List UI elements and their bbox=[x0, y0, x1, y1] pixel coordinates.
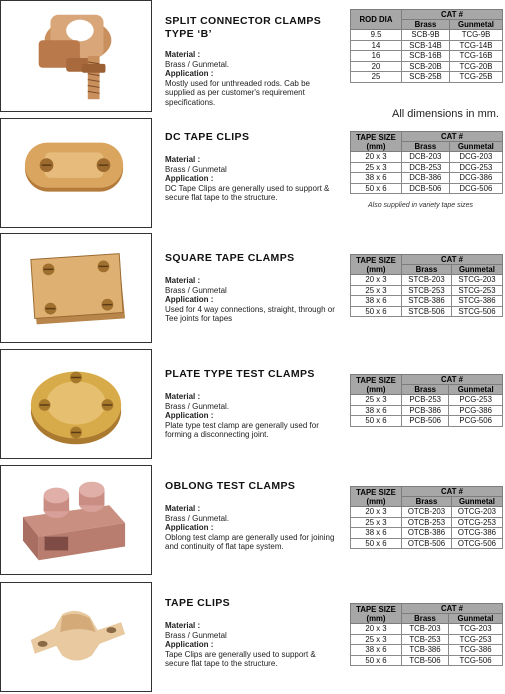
material-value: Brass / Gunmetal. bbox=[165, 59, 230, 69]
table-body bbox=[351, 275, 503, 317]
table-row bbox=[351, 624, 503, 635]
gunmetal-cat-cell: STCG-506 bbox=[451, 306, 502, 317]
gunmetal-cat-cell: PCG-253 bbox=[449, 395, 503, 406]
size-header: TAPE SIZE (mm) bbox=[351, 604, 402, 624]
gunmetal-header: Gunmetal bbox=[449, 385, 503, 395]
application-label: Application : bbox=[165, 640, 214, 650]
product-description bbox=[165, 392, 340, 440]
brass-cat-cell: OTCB-253 bbox=[402, 517, 452, 528]
brass-cat-cell: SCB-9B bbox=[402, 30, 450, 41]
size-cell: 25 x 3 bbox=[351, 634, 402, 645]
table-body bbox=[351, 507, 503, 549]
plate-test-clamp-image bbox=[1, 350, 151, 458]
size-cell: 25 bbox=[351, 72, 402, 83]
size-cell: 38 x 6 bbox=[351, 645, 402, 656]
size-cell: 16 bbox=[351, 51, 402, 62]
application-label: Application : bbox=[165, 523, 214, 533]
brass-header: Brass bbox=[402, 265, 452, 275]
table-row bbox=[351, 40, 503, 51]
brass-cat-cell: PCB-506 bbox=[402, 416, 449, 427]
brass-cat-cell: PCB-253 bbox=[402, 395, 449, 406]
size-cell: 20 x 3 bbox=[351, 275, 402, 286]
size-header: TAPE SIZE (mm) bbox=[351, 255, 402, 275]
tape-clip-image bbox=[1, 583, 151, 691]
brass-cat-cell: PCB-386 bbox=[402, 405, 449, 416]
size-cell: 38 x 6 bbox=[351, 528, 402, 539]
material-value: Brass / Gunmetal. bbox=[165, 401, 230, 411]
gunmetal-cat-cell: STCG-253 bbox=[451, 285, 502, 296]
material-value: Brass / Gunmetal. bbox=[165, 513, 230, 523]
application-value: DC Tape Clips are generally used to support & secure flat tape to the structure. bbox=[165, 183, 330, 203]
size-cell: 38 x 6 bbox=[351, 405, 402, 416]
size-cell: 50 x 6 bbox=[351, 183, 402, 194]
square-tape-clamp-image bbox=[1, 234, 151, 342]
application-value: Tape Clips are generally used to support & secure flat tape to the structure. bbox=[165, 649, 316, 669]
gunmetal-cat-cell: TCG-16B bbox=[450, 51, 503, 62]
application-value: Oblong test clamp are generally used for joining and continuity of flat tape system. bbox=[165, 532, 335, 552]
product-title bbox=[165, 252, 295, 265]
brass-cat-cell: STCB-203 bbox=[402, 275, 452, 286]
application-value: Used for 4 way connections, straight, through or Tee joints for tapes bbox=[165, 304, 335, 324]
material-value: Brass / Gunmetal bbox=[165, 630, 227, 640]
brass-header: Brass bbox=[402, 385, 449, 395]
product-title bbox=[165, 368, 315, 381]
product-description bbox=[165, 621, 340, 669]
brass-cat-cell: DCB-506 bbox=[402, 183, 450, 194]
gunmetal-cat-cell: TCG-20B bbox=[450, 61, 503, 72]
table-row bbox=[351, 528, 503, 539]
cat-header: CAT # bbox=[402, 132, 503, 142]
title-line: PLATE TYPE TEST CLAMPS bbox=[165, 368, 315, 380]
size-cell: 14 bbox=[351, 40, 402, 51]
brass-cat-cell: STCB-386 bbox=[402, 296, 452, 307]
oblong-test-clamp-image bbox=[1, 466, 151, 574]
gunmetal-cat-cell: STCG-386 bbox=[451, 296, 502, 307]
table-row bbox=[351, 507, 503, 518]
catalog-table bbox=[350, 9, 503, 83]
oblong-test-clamp-photo bbox=[0, 465, 152, 575]
table-body bbox=[351, 624, 503, 666]
material-label: Material : bbox=[165, 392, 201, 401]
gunmetal-cat-cell: TCG-386 bbox=[449, 645, 503, 656]
table-row bbox=[351, 285, 503, 296]
product-title bbox=[165, 15, 321, 41]
table-row bbox=[351, 72, 503, 83]
size-cell: 20 bbox=[351, 61, 402, 72]
size-cell: 25 x 3 bbox=[351, 285, 402, 296]
brass-header: Brass bbox=[402, 614, 449, 624]
size-cell: 50 x 6 bbox=[351, 416, 402, 427]
catalog-table bbox=[350, 603, 503, 666]
brass-cat-cell: OTCB-506 bbox=[402, 538, 452, 549]
title-line: TAPE CLIPS bbox=[165, 597, 231, 609]
cat-header: CAT # bbox=[402, 10, 503, 20]
size-header: TAPE SIZE (mm) bbox=[351, 132, 402, 152]
gunmetal-cat-cell: DCG-506 bbox=[449, 183, 502, 194]
gunmetal-header: Gunmetal bbox=[450, 20, 503, 30]
gunmetal-header: Gunmetal bbox=[449, 142, 502, 152]
title-line: SQUARE TAPE CLAMPS bbox=[165, 252, 295, 264]
brass-cat-cell: STCB-506 bbox=[402, 306, 452, 317]
application-label: Application : bbox=[165, 174, 214, 184]
gunmetal-cat-cell: OTCG-203 bbox=[451, 507, 502, 518]
table-row bbox=[351, 162, 503, 173]
product-title bbox=[165, 480, 295, 493]
table-row bbox=[351, 152, 503, 163]
split-connector-clamp-image bbox=[1, 1, 151, 111]
title-line: OBLONG TEST CLAMPS bbox=[165, 480, 296, 492]
table-row bbox=[351, 395, 503, 406]
table-row bbox=[351, 183, 503, 194]
title-line: SPLIT CONNECTOR CLAMPS bbox=[165, 15, 322, 27]
brass-cat-cell: TCB-253 bbox=[402, 634, 449, 645]
variety-sizes-note: Also supplied in variety tape sizes bbox=[368, 202, 474, 209]
size-cell: 50 x 6 bbox=[351, 306, 402, 317]
size-cell: 25 x 3 bbox=[351, 517, 402, 528]
cat-header: CAT # bbox=[402, 255, 503, 265]
table-row bbox=[351, 538, 503, 549]
product-description bbox=[165, 504, 340, 552]
dc-tape-clip-image bbox=[1, 119, 151, 227]
table-row bbox=[351, 655, 503, 666]
table-row bbox=[351, 61, 503, 72]
brass-header: Brass bbox=[402, 20, 450, 30]
gunmetal-cat-cell: TCG-9B bbox=[450, 30, 503, 41]
gunmetal-cat-cell: PCG-506 bbox=[449, 416, 503, 427]
table-row bbox=[351, 30, 503, 41]
table-body bbox=[351, 395, 503, 427]
size-cell: 20 x 3 bbox=[351, 624, 402, 635]
application-label: Application : bbox=[165, 69, 214, 79]
title-line: TYPE ‘B’ bbox=[165, 28, 212, 40]
size-cell: 38 x 6 bbox=[351, 173, 402, 184]
product-description bbox=[165, 276, 340, 324]
brass-cat-cell: TCB-386 bbox=[402, 645, 449, 656]
tape-clip-photo bbox=[0, 582, 152, 692]
table-row bbox=[351, 517, 503, 528]
brass-cat-cell: SCB-16B bbox=[402, 51, 450, 62]
product-description bbox=[165, 155, 340, 203]
brass-cat-cell: SCB-14B bbox=[402, 40, 450, 51]
catalog-table bbox=[350, 254, 503, 317]
brass-cat-cell: OTCB-203 bbox=[402, 507, 452, 518]
material-label: Material : bbox=[165, 155, 201, 164]
table-row bbox=[351, 51, 503, 62]
brass-cat-cell: DCB-386 bbox=[402, 173, 450, 184]
gunmetal-header: Gunmetal bbox=[451, 497, 502, 507]
product-description bbox=[165, 50, 340, 108]
material-label: Material : bbox=[165, 621, 201, 630]
application-label: Application : bbox=[165, 411, 214, 421]
gunmetal-cat-cell: TCG-14B bbox=[450, 40, 503, 51]
brass-cat-cell: DCB-253 bbox=[402, 162, 450, 173]
table-row bbox=[351, 296, 503, 307]
brass-cat-cell: OTCB-386 bbox=[402, 528, 452, 539]
brass-cat-cell: STCB-253 bbox=[402, 285, 452, 296]
table-row bbox=[351, 173, 503, 184]
gunmetal-cat-cell: STCG-203 bbox=[451, 275, 502, 286]
size-cell: 38 x 6 bbox=[351, 296, 402, 307]
table-body bbox=[351, 152, 503, 194]
material-value: Brass / Gunmetal bbox=[165, 285, 227, 295]
square-tape-clamp-photo bbox=[0, 233, 152, 343]
gunmetal-cat-cell: DCG-203 bbox=[449, 152, 502, 163]
gunmetal-cat-cell: PCG-386 bbox=[449, 405, 503, 416]
material-label: Material : bbox=[165, 50, 201, 59]
table-body bbox=[351, 30, 503, 83]
plate-test-clamp-photo bbox=[0, 349, 152, 459]
gunmetal-cat-cell: OTCG-253 bbox=[451, 517, 502, 528]
gunmetal-cat-cell: DCG-386 bbox=[449, 173, 502, 184]
brass-header: Brass bbox=[402, 497, 452, 507]
split-connector-clamp-photo bbox=[0, 0, 152, 112]
gunmetal-cat-cell: OTCG-386 bbox=[451, 528, 502, 539]
application-label: Application : bbox=[165, 295, 214, 305]
dimensions-note: All dimensions in mm. bbox=[392, 108, 499, 120]
dc-tape-clip-photo bbox=[0, 118, 152, 228]
size-cell: 20 x 3 bbox=[351, 152, 402, 163]
brass-header: Brass bbox=[402, 142, 450, 152]
brass-cat-cell: SCB-20B bbox=[402, 61, 450, 72]
material-label: Material : bbox=[165, 276, 201, 285]
cat-header: CAT # bbox=[402, 375, 503, 385]
title-line: DC TAPE CLIPS bbox=[165, 131, 250, 143]
brass-cat-cell: DCB-203 bbox=[402, 152, 450, 163]
gunmetal-cat-cell: TCG-253 bbox=[449, 634, 503, 645]
product-title bbox=[165, 131, 249, 144]
gunmetal-header: Gunmetal bbox=[451, 265, 502, 275]
cat-header: CAT # bbox=[402, 604, 503, 614]
table-row bbox=[351, 645, 503, 656]
brass-cat-cell: TCB-203 bbox=[402, 624, 449, 635]
table-row bbox=[351, 416, 503, 427]
material-value: Brass / Gunmetal bbox=[165, 164, 227, 174]
catalog-table bbox=[350, 131, 503, 194]
brass-cat-cell: TCB-506 bbox=[402, 655, 449, 666]
brass-cat-cell: SCB-25B bbox=[402, 72, 450, 83]
table-row bbox=[351, 275, 503, 286]
table-row bbox=[351, 634, 503, 645]
size-cell: 25 x 3 bbox=[351, 162, 402, 173]
table-row bbox=[351, 306, 503, 317]
size-header: TAPE SIZE (mm) bbox=[351, 487, 402, 507]
material-label: Material : bbox=[165, 504, 201, 513]
catalog-table bbox=[350, 374, 503, 427]
size-header: ROD DIA bbox=[351, 10, 402, 30]
gunmetal-cat-cell: TCG-25B bbox=[450, 72, 503, 83]
product-title bbox=[165, 597, 230, 610]
gunmetal-cat-cell: TCG-506 bbox=[449, 655, 503, 666]
size-cell: 20 x 3 bbox=[351, 507, 402, 518]
gunmetal-cat-cell: DCG-253 bbox=[449, 162, 502, 173]
table-row bbox=[351, 405, 503, 416]
catalog-table bbox=[350, 486, 503, 549]
size-header: TAPE SIZE (mm) bbox=[351, 375, 402, 395]
application-value: Mostly used for unthreaded rods. Cab be supplied as per customer's requirement specifications. bbox=[165, 78, 310, 107]
size-cell: 50 x 6 bbox=[351, 655, 402, 666]
gunmetal-header: Gunmetal bbox=[449, 614, 503, 624]
gunmetal-cat-cell: TCG-203 bbox=[449, 624, 503, 635]
application-value: Plate type test clamp are generally used for forming a disconnecting joint. bbox=[165, 420, 319, 440]
size-cell: 25 x 3 bbox=[351, 395, 402, 406]
size-cell: 50 x 6 bbox=[351, 538, 402, 549]
size-cell: 9.5 bbox=[351, 30, 402, 41]
gunmetal-cat-cell: OTCG-506 bbox=[451, 538, 502, 549]
cat-header: CAT # bbox=[402, 487, 503, 497]
